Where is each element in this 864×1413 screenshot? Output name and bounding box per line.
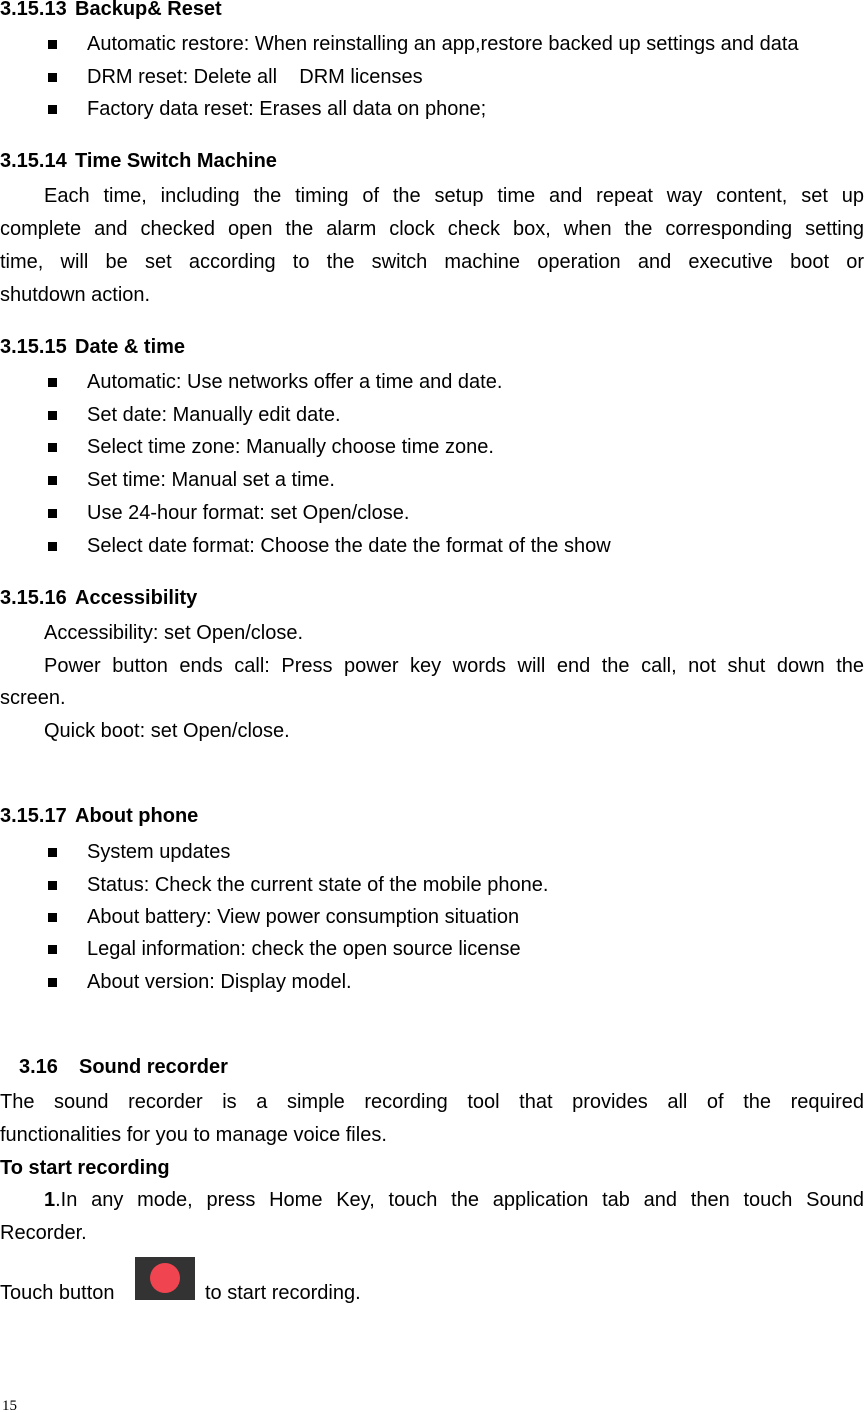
bullet-icon xyxy=(48,378,57,387)
paragraph-line: screen. xyxy=(0,687,66,709)
list-item: Use 24-hour format: set Open/close. xyxy=(87,502,410,524)
step-number: 1 xyxy=(44,1189,56,1211)
section-number: 3.15.17 xyxy=(0,805,67,827)
bullet-icon xyxy=(48,476,57,485)
heading-backup-reset xyxy=(0,0,222,22)
bullet-icon xyxy=(48,881,57,890)
list-item: Legal information: check the open source license xyxy=(87,938,521,960)
section-title: Accessibility xyxy=(75,587,198,609)
bullet-icon xyxy=(48,411,57,420)
paragraph-line: Recorder. xyxy=(0,1222,87,1244)
section-title: Sound recorder xyxy=(79,1056,228,1078)
paragraph-line: Quick boot: set Open/close. xyxy=(44,720,290,742)
paragraph-line: time, will be set according to the switch machine operation and executive boot or xyxy=(0,251,864,273)
list-item: Factory data reset: Erases all data on phone; xyxy=(87,98,487,120)
subheading-start-recording: To start recording xyxy=(0,1157,170,1179)
section-title: About phone xyxy=(75,805,199,827)
section-title: Date & time xyxy=(75,336,186,358)
list-item: Select date format: Choose the date the format of the show xyxy=(87,535,611,557)
paragraph-line: Accessibility: set Open/close. xyxy=(44,622,303,644)
list-item: About battery: View power consumption situation xyxy=(87,906,520,928)
heading-about-phone xyxy=(0,803,198,829)
bullet-icon xyxy=(48,40,57,49)
bullet-icon xyxy=(48,73,57,82)
section-number: 3.15.15 xyxy=(0,336,67,358)
bullet-icon xyxy=(48,105,57,114)
bullet-icon xyxy=(48,509,57,518)
paragraph-line: complete and checked open the alarm clock check box, when the corresponding setting xyxy=(0,218,864,240)
bullet-icon xyxy=(48,848,57,857)
list-item: About version: Display model. xyxy=(87,971,352,993)
list-item: DRM reset: Delete all DRM licenses xyxy=(87,66,423,88)
section-title: Backup& Reset xyxy=(75,0,222,20)
heading-accessibility xyxy=(0,585,197,611)
record-dot-icon xyxy=(150,1263,180,1293)
step-text: .In any mode, press Home Key, touch the application tab and then touch Sound xyxy=(55,1189,864,1211)
section-number: 3.15.13 xyxy=(0,0,67,20)
section-title: Time Switch Machine xyxy=(75,150,277,172)
heading-sound-recorder xyxy=(19,1054,228,1080)
list-item: Select time zone: Manually choose time zone. xyxy=(87,436,494,458)
list-item: Automatic: Use networks offer a time and date. xyxy=(87,371,503,393)
heading-time-switch xyxy=(0,148,277,174)
section-number: 3.15.14 xyxy=(0,150,67,172)
record-button-image xyxy=(135,1257,195,1300)
step-line xyxy=(44,1187,864,1213)
section-number: 3.16 xyxy=(19,1056,58,1078)
bullet-icon xyxy=(48,443,57,452)
list-item: Set time: Manual set a time. xyxy=(87,469,335,491)
list-item: System updates xyxy=(87,841,231,863)
bullet-icon xyxy=(48,945,57,954)
touch-text-before: Touch button xyxy=(0,1282,115,1304)
page-number: 15 xyxy=(2,1398,17,1413)
list-item: Set date: Manually edit date. xyxy=(87,404,341,426)
paragraph-line: The sound recorder is a simple recording tool that provides all of the required xyxy=(0,1091,864,1113)
paragraph-line: shutdown action. xyxy=(0,284,151,306)
touch-text-after: to start recording. xyxy=(205,1282,361,1304)
section-number: 3.15.16 xyxy=(0,587,67,609)
bullet-icon xyxy=(48,542,57,551)
paragraph-line: functionalities for you to manage voice files. xyxy=(0,1124,387,1146)
bullet-icon xyxy=(48,913,57,922)
paragraph-line: Each time, including the timing of the setup time and repeat way content, set up xyxy=(44,185,864,207)
heading-date-time xyxy=(0,334,185,360)
list-item: Status: Check the current state of the mobile phone. xyxy=(87,874,549,896)
list-item: Automatic restore: When reinstalling an app,restore backed up settings and data xyxy=(87,33,799,55)
bullet-icon xyxy=(48,978,57,987)
paragraph-line: Power button ends call: Press power key words will end the call, not shut down the xyxy=(44,655,864,677)
